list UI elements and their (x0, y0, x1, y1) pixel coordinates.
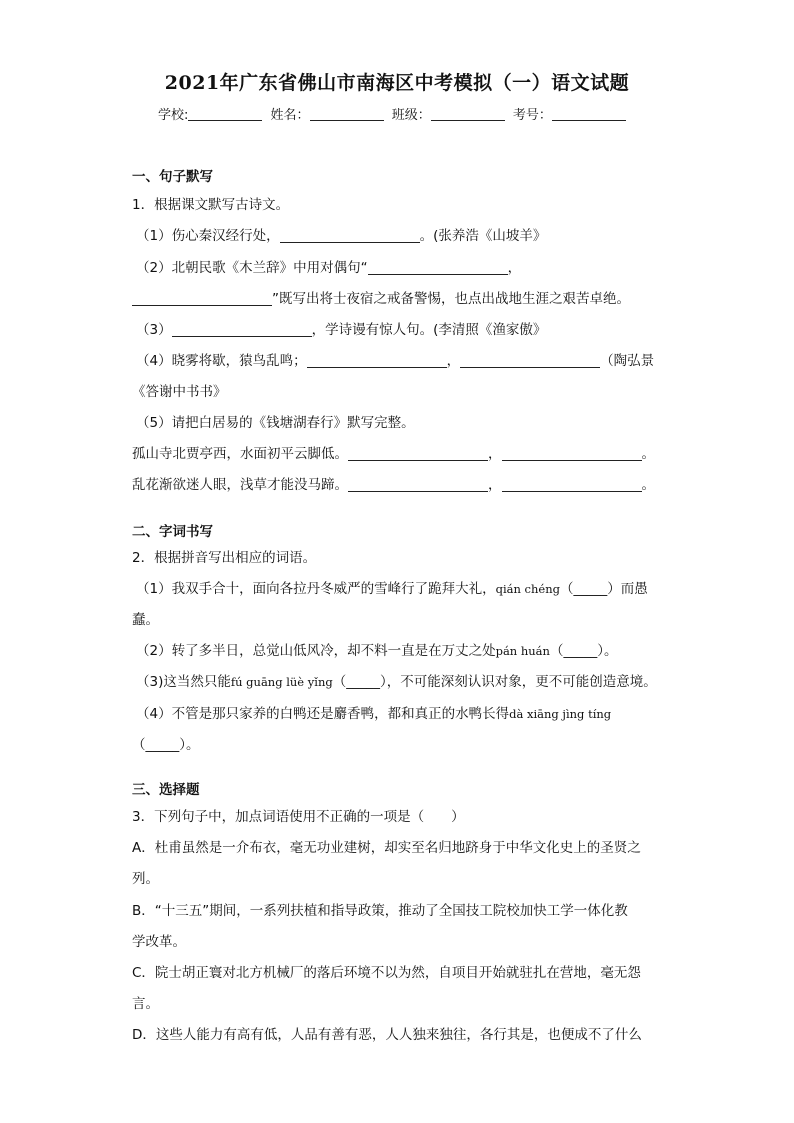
q1-line-8 (132, 442, 655, 462)
q1-line-5 (136, 349, 654, 369)
school-blank[interactable] (188, 107, 262, 121)
option-d[interactable]: D．这些人能力有高有低，人品有善有恶，人人独来独往，各行其是，也便成不了什么 (132, 1027, 642, 1043)
exam-number-label: 考号： (512, 108, 552, 123)
q1-1-text-b: 。(张养浩《山坡羊》 (419, 228, 547, 244)
section-heading-2: 二、字词书写 (132, 524, 213, 540)
q1-line-4 (136, 318, 546, 338)
q2-line-3 (136, 639, 617, 659)
q1-5-text-a: （4）晓雾将歇，猿鸟乱鸣； (136, 353, 307, 369)
answer-blank[interactable] (280, 228, 420, 243)
pinyin: fú guāng lüè yǐng (230, 675, 333, 689)
q1-4-text-b: ，学诗谩有惊人句。(李清照《渔家傲》 (311, 322, 547, 338)
q1-line-1 (136, 224, 546, 244)
exam-number-blank[interactable] (552, 107, 626, 121)
pinyin: dà xiāng jìng tíng (509, 707, 612, 721)
pinyin: qián chéng (495, 582, 560, 596)
answer-blank[interactable] (132, 291, 272, 306)
q2-3-text-a: （2）转了多半日，总觉山低风冷，却不料一直是在万丈之处 (136, 643, 496, 659)
q2-3-text-b: （_____）。 (549, 643, 618, 659)
answer-blank[interactable] (460, 353, 600, 368)
name-label: 姓名： (270, 108, 310, 123)
q1-9-text-b: ， (488, 477, 502, 493)
q1-line-9 (132, 473, 655, 493)
q1-9-text-a: 乱花渐欲迷人眼，浅草才能没马蹄。 (132, 477, 348, 493)
q2-1-text-a: （1）我双手合十，面向各拉丹冬威严的雪峰行了跪拜大礼， (136, 581, 496, 597)
q2-line-5 (136, 702, 611, 722)
school-label: 学校: (158, 108, 189, 123)
q1-line-7: （5）请把白居易的《钱塘湖春行》默写完整。 (136, 415, 415, 431)
answer-blank[interactable] (368, 260, 508, 275)
student-info-line (158, 104, 630, 123)
q2-5-text-a: （4）不管是那只家养的白鸭还是麝香鸭，都和真正的水鸭长得 (136, 706, 510, 722)
option-a[interactable]: A．杜甫虽然是一介布衣，毫无功业建树，却实至名归地跻身于中华文化史上的圣贤之 (132, 840, 641, 856)
option-c-cont: 言。 (132, 996, 159, 1012)
q1-8-text-b: ， (488, 446, 502, 462)
answer-blank[interactable] (348, 446, 488, 461)
option-c[interactable]: C．院士胡正寰对北方机械厂的落后环境不以为然，自项目开始就驻扎在营地，毫无怨 (132, 965, 641, 981)
answer-blank[interactable] (502, 446, 642, 461)
answer-blank[interactable] (307, 353, 447, 368)
option-b-cont: 学改革。 (132, 934, 186, 950)
q2-4-text-a: （3)这当然只能 (136, 674, 231, 690)
q1-8-text-c: 。 (641, 446, 655, 462)
q1-8-text-a: 孤山寺北贾亭西，水面初平云脚低。 (132, 446, 348, 462)
question-3-stem: 3．下列句子中，加点词语使用不正确的一项是（ ） (132, 809, 465, 825)
q1-line-6: 《答谢中书书》 (132, 384, 227, 400)
option-b[interactable]: B．“十三五”期间，一系列扶植和指导政策，推动了全国技工院校加快工学一体化教 (132, 903, 628, 919)
q1-1-text-a: （1）伤心秦汉经行处， (136, 228, 280, 244)
q2-line-2: 蠢。 (132, 612, 159, 628)
q1-5-text-c: （陶弘景 (600, 353, 655, 369)
class-blank[interactable] (431, 107, 505, 121)
q1-3-text-b: ”既写出将士夜宿之戒备警惕，也点出战地生涯之艰苦卓绝。 (272, 291, 630, 307)
q1-2-text-a: （2）北朝民歌《木兰辞》中用对偶句“ (136, 260, 368, 276)
q2-line-1 (136, 577, 648, 597)
answer-blank[interactable] (348, 477, 488, 492)
q1-line-3 (132, 287, 630, 307)
question-1-stem: 1．根据课文默写古诗文。 (132, 197, 290, 213)
q1-4-text-a: （3） (136, 322, 172, 338)
question-2-stem: 2．根据拼音写出相应的词语。 (132, 550, 317, 566)
q1-2-text-b: ， (507, 260, 522, 276)
q1-9-text-c: 。 (641, 477, 655, 493)
class-label: 班级： (391, 108, 431, 123)
q1-line-2 (136, 256, 521, 276)
q1-5-text-b: ， (446, 353, 461, 369)
name-blank[interactable] (310, 107, 384, 121)
q2-line-6: （_____）。 (132, 737, 200, 753)
answer-blank[interactable] (172, 322, 312, 337)
section-heading-1: 一、句子默写 (132, 169, 213, 185)
q2-4-text-b: （_____），不可能深刻认识对象，更不可能创造意境。 (332, 674, 657, 690)
exam-title: 2021年广东省佛山市南海区中考模拟（一）语文试题 (164, 72, 630, 94)
answer-blank[interactable] (502, 477, 642, 492)
section-heading-3: 三、选择题 (132, 782, 200, 798)
q2-line-4 (136, 670, 657, 690)
pinyin: pán huán (495, 644, 550, 658)
option-a-cont: 列。 (132, 871, 159, 887)
q2-1-text-b: （_____）而愚 (559, 581, 648, 597)
